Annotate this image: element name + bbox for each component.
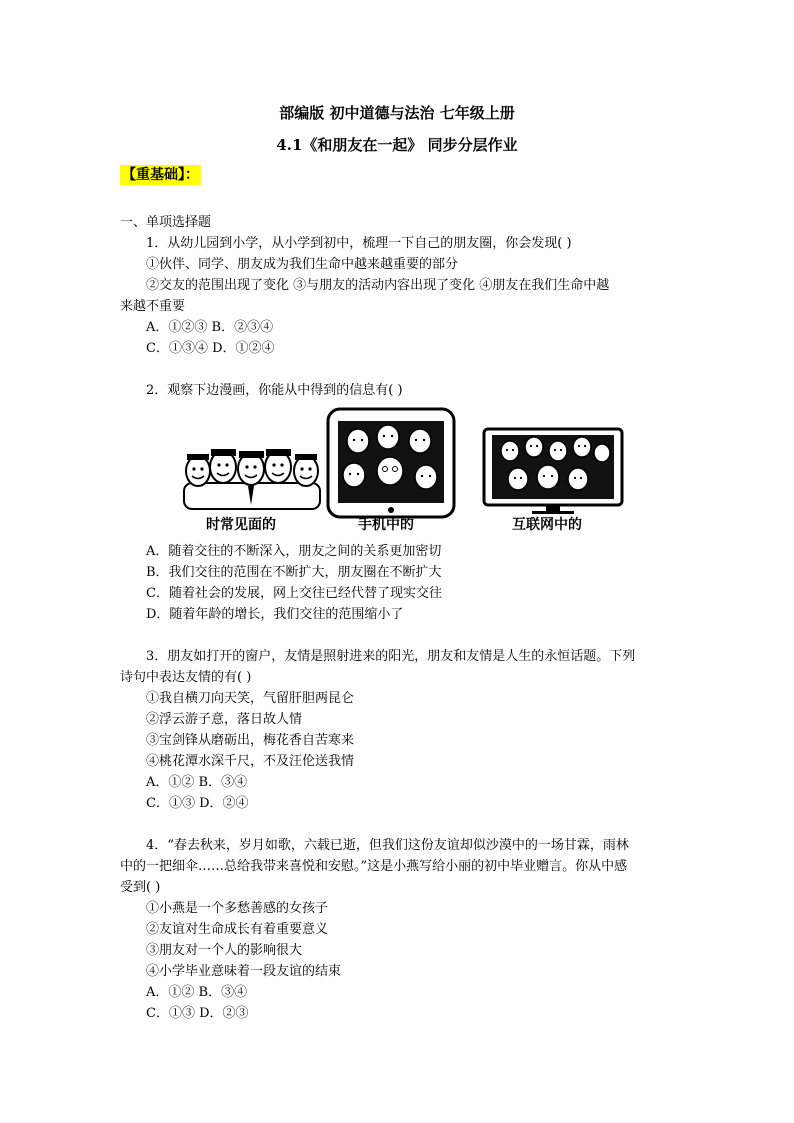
question-stem-continued: 诗句中表达友情的有( ) [120, 670, 252, 685]
statement-item: ③宝剑锋从磨砺出，梅花香自苦寒来 [146, 733, 355, 748]
caption-internet: 互联网中的 [512, 517, 582, 533]
questions-body [120, 212, 680, 1024]
caption-phone: 手机中的 [358, 517, 414, 533]
answer-options: C．①③ D．②④ [146, 796, 249, 811]
statement-item: ①小燕是一个多愁善感的女孩子 [146, 901, 329, 916]
question-stem: 4．“春去秋来，岁月如歌，六载已逝，但我们这份友谊却似沙漠中的一场甘霖，雨林 [146, 838, 629, 853]
statement-item: ①我自横刀向天笑，气留肝胆两昆仑 [146, 691, 355, 706]
question-2 [120, 380, 680, 625]
statement-item: ④小学毕业意味着一段友谊的结束 [146, 964, 342, 979]
statement-item: ②友谊对生命成长有着重要意义 [146, 922, 329, 937]
section-tag: 【重基础】： [122, 167, 199, 183]
question-1 [120, 233, 680, 359]
phone-illustration [326, 407, 456, 519]
question-stem-continued: 中的一把细伞……总给我带来喜悦和安慰。”这是小燕写给小丽的初中毕业赠言。你从中感 [120, 859, 628, 874]
monitor-illustration [482, 427, 624, 515]
question-stem: 2．观察下边漫画，你能从中得到的信息有( ) [146, 383, 403, 398]
question-3 [120, 646, 680, 814]
statement-item: ②浮云游子意，落日故人情 [146, 712, 303, 727]
caption-face-to-face: 时常见面的 [206, 517, 276, 533]
answer-options: A．①② B．③④ [146, 775, 248, 790]
question-stem: 3．朋友如打开的窗户，友情是照射进来的阳光，朋友和友情是人生的永恒话题。下列 [146, 649, 636, 664]
document-subtitle: 4.1《和朋友在一起》 同步分层作业 [276, 136, 518, 154]
answer-options: A．①②③ B．②③④ [146, 320, 274, 335]
statement-item: ②交友的范围出现了变化 ③与朋友的活动内容出现了变化 ④朋友在我们生命中越 [146, 278, 610, 293]
answer-option-d: D．随着年龄的增长，我们交往的范围缩小了 [146, 607, 404, 622]
section-heading: 一、单项选择题 [120, 215, 212, 230]
cartoon-figure [120, 407, 680, 539]
friends-group-illustration [178, 441, 328, 511]
answer-options: C．①③ D．②③ [146, 1006, 249, 1021]
statement-item-continued: 来越不重要 [120, 299, 186, 314]
statement-item: ①伙伴、同学、朋友成为我们生命中越来越重要的部分 [146, 257, 459, 272]
statement-item: ④桃花潭水深千尺，不及汪伦送我情 [146, 754, 355, 769]
question-4 [120, 835, 680, 1024]
statement-item: ③朋友对一个人的影响很大 [146, 943, 303, 958]
answer-options: C．①③④ D．①②④ [146, 341, 275, 356]
question-stem-continued: 受到( ) [120, 880, 161, 895]
question-stem: 1．从幼儿园到小学，从小学到初中，梳理一下自己的朋友圈，你会发现( ) [146, 236, 572, 251]
answer-options: A．①② B．③④ [146, 985, 248, 1000]
answer-option-a: A．随着交往的不断深入，朋友之间的关系更加密切 [146, 544, 442, 559]
answer-option-c: C．随着社会的发展，网上交往已经代替了现实交往 [146, 586, 442, 601]
answer-option-b: B．我们交往的范围在不断扩大，朋友圈在不断扩大 [146, 565, 442, 580]
document-title: 部编版 初中道德与法治 七年级上册 [279, 104, 515, 122]
